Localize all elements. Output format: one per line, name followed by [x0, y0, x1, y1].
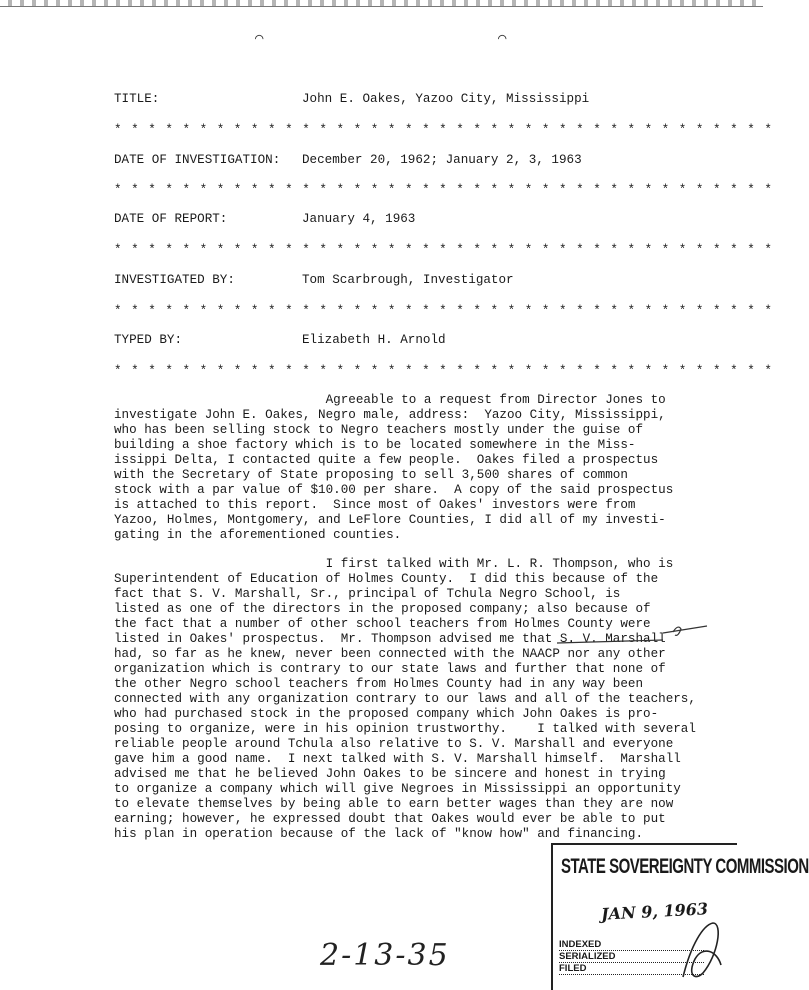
handwritten-initials	[673, 915, 733, 985]
commission-stamp	[551, 843, 809, 990]
stamp-indexed: INDEXED	[559, 939, 704, 951]
investigated-by-value: Tom Scarbrough, Investigator	[302, 273, 514, 287]
handwritten-underline-mark	[555, 619, 710, 649]
stamp-serialized: SERIALIZED	[559, 951, 704, 963]
title-field	[114, 92, 714, 108]
date-of-investigation-field	[114, 153, 714, 169]
stamp-date: JAN 9, 1963	[600, 899, 709, 924]
title-value: John E. Oakes, Yazoo City, Mississippi	[302, 92, 590, 106]
date-of-report-label: DATE OF REPORT:	[114, 212, 228, 226]
separator-3: * * * * * * * * * * * * * * * * * * * * * * * * * * * * * * * * * * * * * * *	[114, 243, 773, 257]
stamp-title: STATE SOVEREIGNTY COMMISSION	[561, 855, 809, 879]
perforated-edge	[0, 0, 763, 7]
date-of-investigation-label: DATE OF INVESTIGATION:	[114, 153, 281, 167]
date-of-investigation-value: December 20, 1962; January 2, 3, 1963	[302, 153, 582, 167]
investigated-by-field	[114, 273, 714, 289]
typed-by-label: TYPED BY:	[114, 333, 183, 347]
stamp-filed: FILED	[559, 963, 704, 975]
investigated-by-label: INVESTIGATED BY:	[114, 273, 235, 287]
report-paragraph-2: I first talked with Mr. L. R. Thompson, who is Superintendent of Education of Holmes County. I did this because of the fact that S. V. Marshall, Sr., principal of Tchula Negro School, is listed as one of the directors in the proposed company; also because of the fact that a number of other school teachers from Holmes County were listed in Oakes' prospectus. Mr. Thompson advised me that S. V. Marshall had, so far as he knew, never been connected with the NAACP nor any other organization which is contrary to our state laws and further that none of the other Negro school teachers from Holmes County had in any way been connected with any organization contrary to our laws and all of the teachers, who had purchased stock in the proposed company which John Oakes is pro- posing to organize, were in his opinion trustworthy. I talked with several reliable people around Tchula also relative to S. V. Marshall and everyone gave him a good name. I next talked with S. V. Marshall himself. Marshall advised me that he believed John Oakes to be sincere and honest in trying to organize a company which will give Negroes in Mississippi an opportunity to elevate themselves by being able to earn better wages than they are now earning; however, he expressed doubt that Oakes would ever be able to put his plan in operation because of the lack of "know how" and financing.	[114, 557, 696, 841]
page-mark-right: ⌒	[498, 31, 507, 47]
handwritten-file-number: 2-13-35	[320, 938, 450, 973]
separator-1: * * * * * * * * * * * * * * * * * * * * * * * * * * * * * * * * * * * * * * *	[114, 123, 773, 137]
date-of-report-field	[114, 212, 714, 228]
page-mark-left: ⌒	[255, 31, 264, 47]
separator-2: * * * * * * * * * * * * * * * * * * * * * * * * * * * * * * * * * * * * * * *	[114, 183, 773, 197]
separator-5: * * * * * * * * * * * * * * * * * * * * * * * * * * * * * * * * * * * * * * *	[114, 364, 773, 378]
title-label: TITLE:	[114, 92, 160, 106]
report-paragraph-1: Agreeable to a request from Director Jones to investigate John E. Oakes, Negro male, address: Yazoo City, Mississippi, who has been selling stock to Negro teachers mostly under the guise of building a shoe factory which is to be located somewhere in the Miss- issippi Delta, I contacted quite a few people. Oakes filed a prospectus with the Secretary of State proposing to sell 3,500 shares of common stock with a par value of $10.00 per share. A copy of the said prospectus is attached to this report. Since most of Oakes' investors were from Yazoo, Holmes, Montgomery, and LeFlore Counties, I did all of my investi- gating in the aforementioned counties.	[114, 393, 674, 542]
date-of-report-value: January 4, 1963	[302, 212, 416, 226]
typed-by-value: Elizabeth H. Arnold	[302, 333, 446, 347]
typed-by-field	[114, 333, 714, 349]
separator-4: * * * * * * * * * * * * * * * * * * * * * * * * * * * * * * * * * * * * * * *	[114, 304, 773, 318]
